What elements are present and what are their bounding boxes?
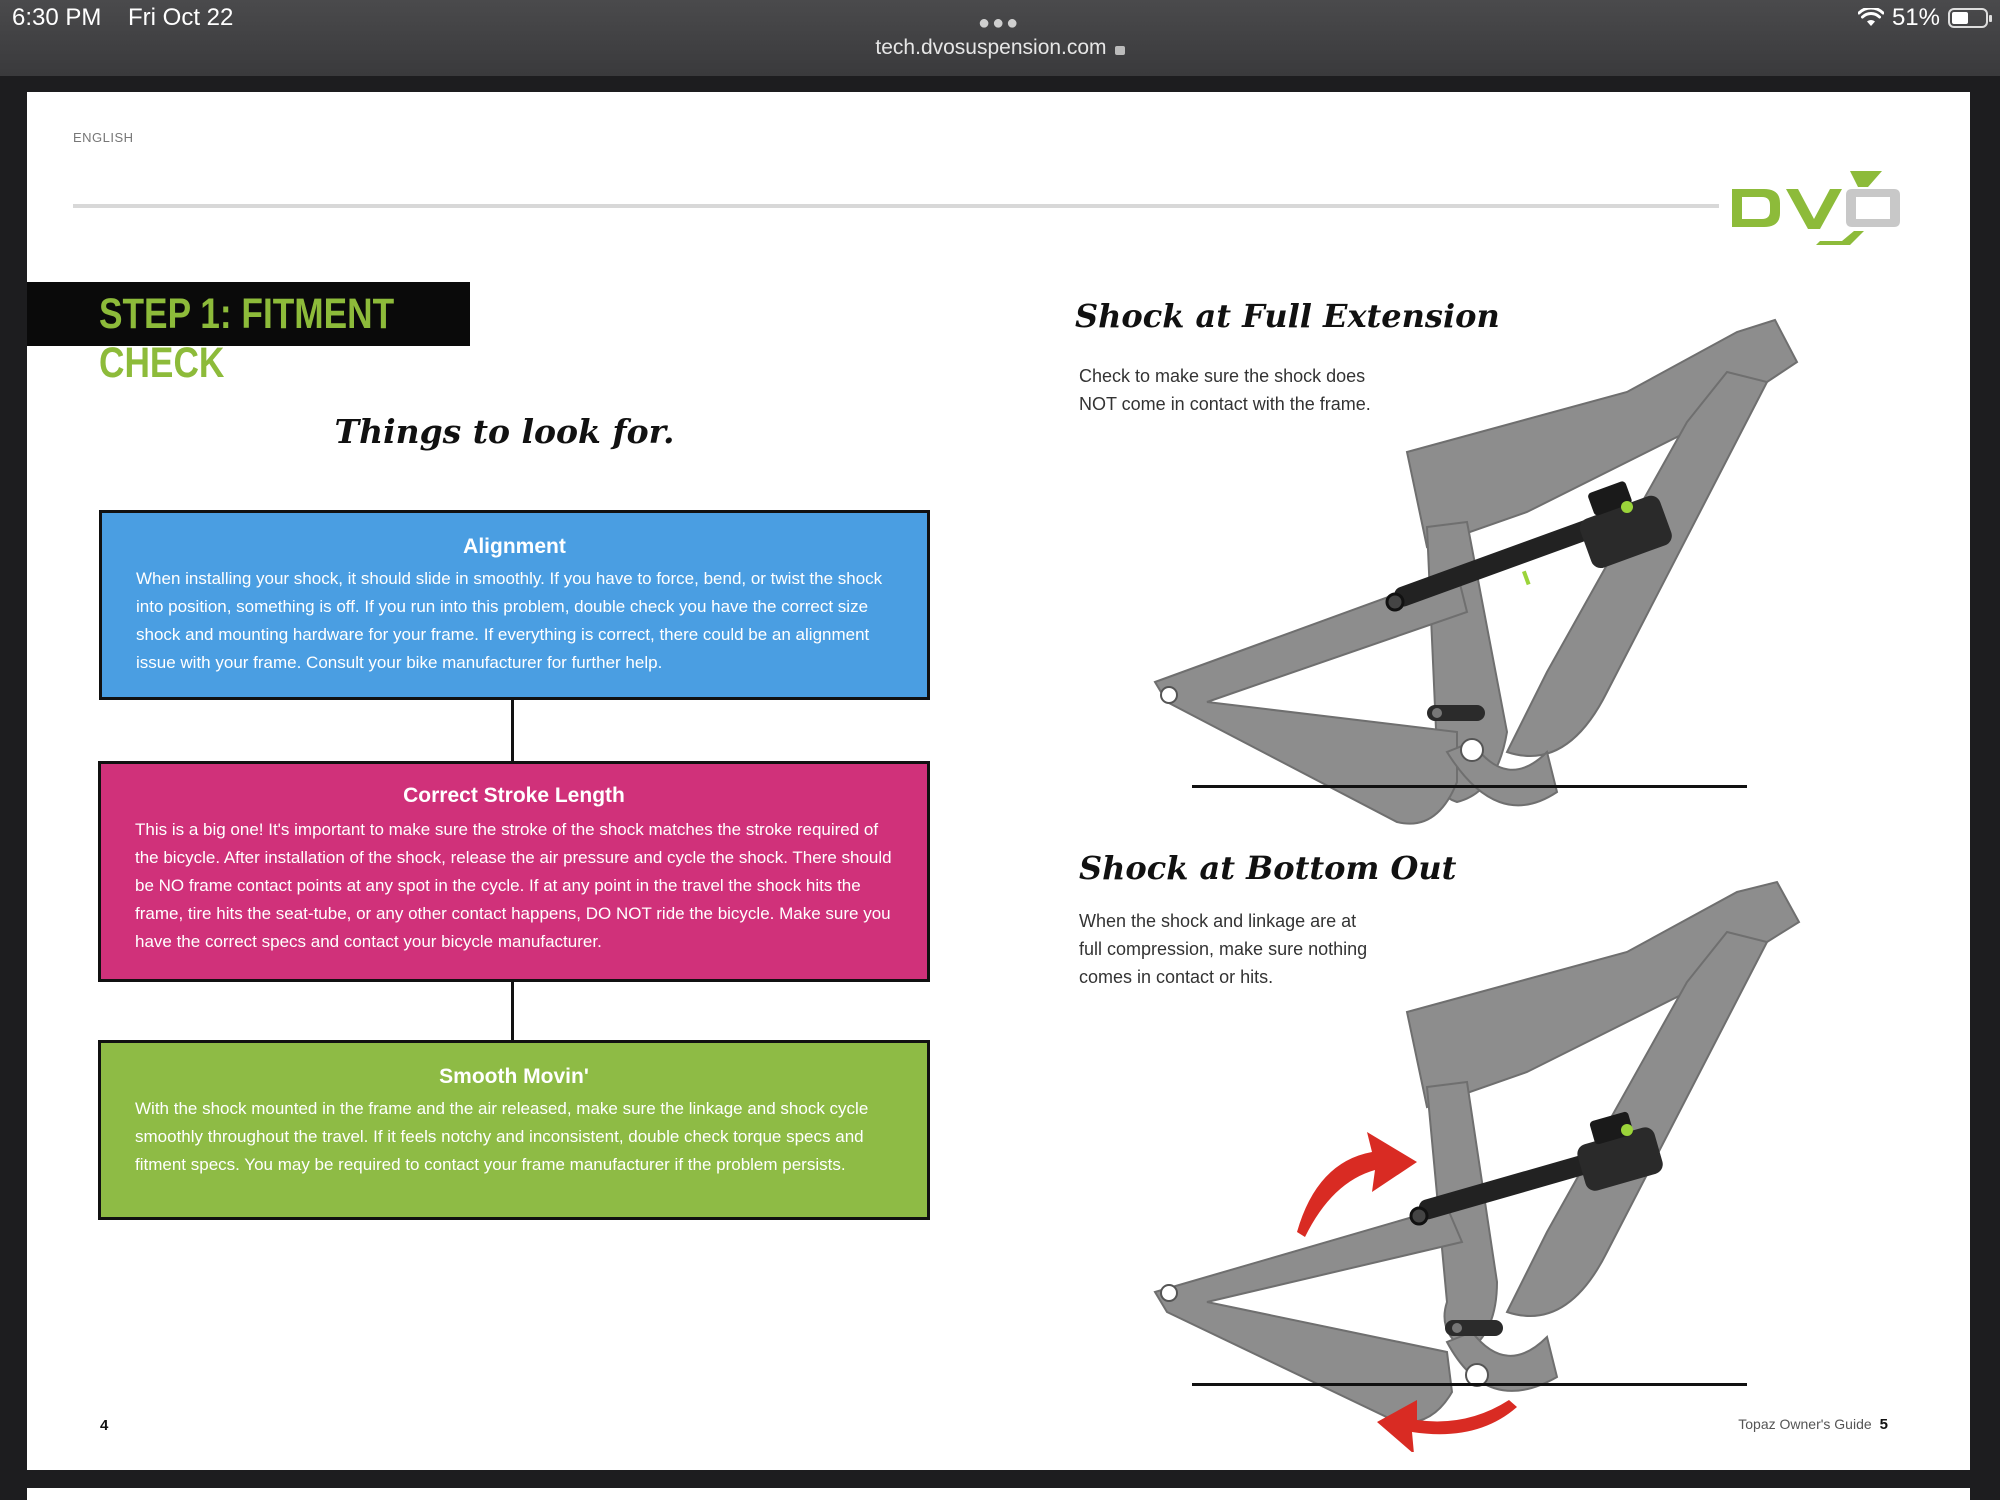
alignment-title: Alignment [463,535,566,558]
bottom-out-title: Shock at Bottom Out [1079,849,1457,887]
connector-line [511,700,514,761]
address-bar[interactable] [0,36,2000,60]
status-bar [0,0,2000,76]
stroke-length-body: This is a big one! It's important to make sure the stroke of the shock matches the stroke required of the bicycle. After installation of the shock, release the air pressure and cycle the shock. There should be NO frame contact points at any spot in the cycle. If at any point in the travel the shock hits the frame, tire hits the seat-tube, or any other contact happens, DO NOT ride the bicycle. Make sure you have the correct specs and contact your bicycle manufacturer. [135,820,892,951]
smooth-movin-body: With the shock mounted in the frame and the air released, make sure the linkage and shock cycle smoothly throughout the travel. If it feels notchy and inconsistent, double check torque specs and fitment specs. You may be required to contact your frame manufacturer if the problem persists. [135,1099,869,1174]
header-rule [73,204,1719,208]
status-date: Fri Oct 22 [128,4,234,31]
right-page-number: 5 [1879,1416,1888,1433]
wifi-icon [1858,8,1884,28]
full-extension-text: Check to make sure the shock does NOT come in contact with the frame. [1079,366,1371,414]
connector-line [511,982,514,1040]
rear-axle [1161,1285,1177,1301]
ground-line [1192,785,1747,788]
bottom-out-text: When the shock and linkage are at full compression, make sure nothing comes in contact or hits. [1079,911,1368,987]
battery-percent: 51% [1891,4,1940,31]
footer-title: Topaz Owner's Guide [1738,1416,1872,1432]
document-page [27,92,1970,1470]
alignment-body: When installing your shock, it should slide in smoothly. If you have to force, bend, or twist the shock into position, something is off. If you run into this problem, double check you have the correct size shock and mounting hardware for your frame. If everything is correct, there could be an alignment issue with your frame. Consult your bike manufacturer for further help. [136,569,883,672]
smooth-movin-card [98,1040,930,1220]
step-heading-text: STEP 1: FITMENT CHECK [99,290,395,387]
pivot-point [1461,739,1483,761]
dvo-logo [1732,167,1902,247]
language-label: ENGLISH [73,130,134,145]
status-right [1858,4,1988,32]
left-page-number: 4 [100,1417,109,1434]
more-dots-icon[interactable]: ●●● [978,12,1021,34]
bike-frame [1155,882,1799,1423]
rear-axle [1161,687,1177,703]
full-extension-title: Shock at Full Extension [1075,297,1500,335]
stroke-length-card [98,761,930,982]
ground-line [1192,1383,1747,1386]
footer-right [1738,1416,1888,1433]
bike-frame-full-extension [1127,272,1847,872]
status-time: 6:30 PM [12,4,102,31]
stroke-length-title: Correct Stroke Length [403,784,625,807]
smooth-movin-title: Smooth Movin' [439,1065,589,1088]
bike-frame-bottom-out [1127,832,1847,1452]
next-page-edge [27,1488,1970,1500]
things-to-look-for-title: Things to look for. [334,412,675,451]
alignment-card [99,510,930,700]
step-heading [27,282,470,387]
url-text: tech.dvosuspension.com [875,36,1107,59]
battery-icon [1948,8,1988,28]
lock-icon [1115,46,1125,55]
